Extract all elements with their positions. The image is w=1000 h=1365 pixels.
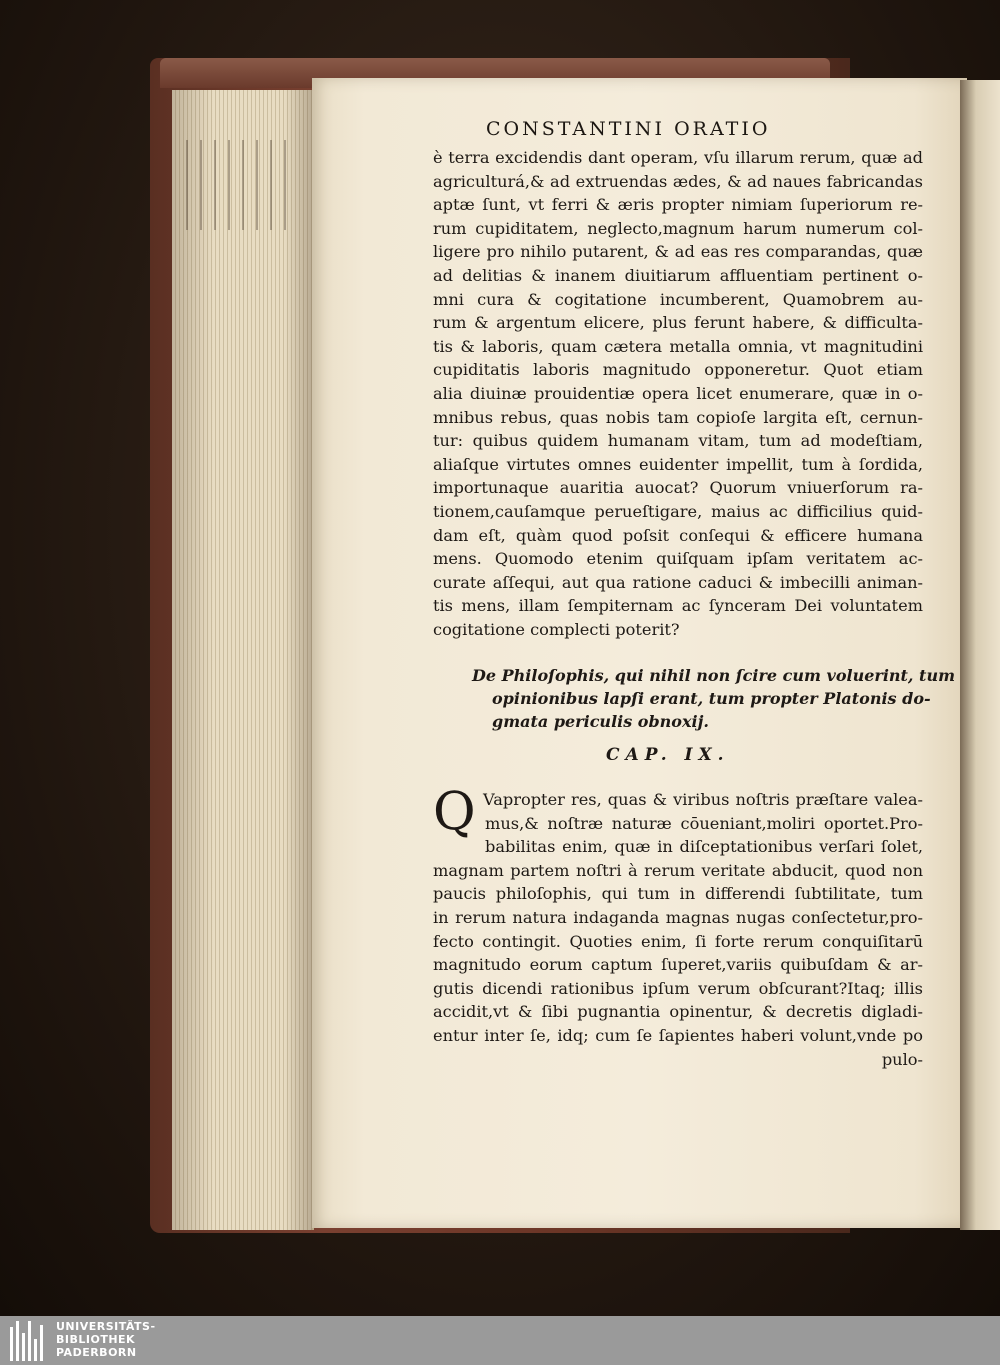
text-line: magnam partem noſtri à rerum veritate abducit, quod non	[433, 860, 923, 880]
text-line: in rerum natura indaganda magnas nugas conſectetur,pro-	[433, 907, 923, 927]
heading-line: opinionibus lapſi erant, tum propter Platonis do-	[492, 689, 931, 708]
text-line: tis mens, illam ſempiternam ac ſynceram Dei voluntatem	[433, 596, 923, 616]
text-line: mnibus rebus, quas nobis tam copioſe largita eſt, cernun-	[433, 407, 923, 427]
text-line: ad delitias & inanem diuitiarum affluentiam pertinent o-	[433, 265, 923, 285]
text-line: mni cura & cogitatione incumberent, Quamobrem au-	[433, 289, 923, 309]
library-logo-icon	[10, 1321, 50, 1361]
text-line: tur: quibus quidem humanam vitam, tum ad modeſtiam,	[433, 431, 923, 451]
text-line: aliaſque virtutes omnes euidenter impellit, tum à ſordida,	[433, 454, 923, 474]
text-line: Vapropter res, quas & viribus noſtris præſtare valea-	[483, 790, 923, 809]
text-line: ligere pro nihilo putarent, & ad eas res comparandas, quæ	[433, 242, 923, 262]
text-line: babilitas enim, quæ in diſceptationibus verſari ſolet,	[485, 837, 923, 857]
text-line: è terra excidendis dant operam, vſu illarum rerum, quæ ad	[433, 148, 923, 167]
drop-capital: Q	[433, 782, 476, 842]
library-name: UNIVERSITÄTS- BIBLIOTHEK PADERBORN	[56, 1320, 156, 1359]
text-line: accidit,vt & ſibi pugnantia opinentur, & decretis digladi-	[433, 1002, 923, 1022]
catchword: pulo-	[881, 1049, 923, 1069]
text-line: curate aſſequi, aut qua ratione caduci & imbecilli animan-	[433, 572, 923, 592]
text-line: rum & argentum elicere, plus ferunt habere, & difficulta-	[433, 313, 923, 333]
page-stack-shadow	[172, 90, 312, 1230]
text-line: tionem,cauſamque perueſtigare, maius ac difficilius quid-	[433, 501, 923, 521]
body-text	[433, 146, 923, 641]
text-line: aptæ ſunt, vt ferri & æris propter nimiam ſuperiorum re-	[433, 195, 923, 215]
chapter-text	[433, 782, 923, 1071]
text-line: rum cupiditatem, neglecto,magnum harum numerum col-	[433, 218, 923, 238]
bleed-through-marks	[186, 140, 286, 230]
text-line: mus,& noſtræ naturæ cōueniant,moliri oportet.Pro-	[485, 813, 923, 833]
text-line: magnitudo eorum captum ſuperet,variis quibuſdam & ar-	[433, 955, 923, 975]
footer-bar	[0, 1316, 1000, 1365]
text-line: gutis dicendi rationibus ipſum verum obſcurant?Itaq; illis	[433, 978, 923, 998]
text-line: paucis philoſophis, qui tum in differendi ſubtilitate, tum	[433, 884, 923, 904]
text-line: cupiditatis laboris magnitudo opponeretur. Quot etiam	[433, 360, 923, 380]
facing-page-gutter	[960, 80, 1000, 1230]
text-line: agriculturá,& ad extruendas ædes, & ad naues fabricandas	[433, 171, 923, 191]
text-line: alia diuinæ prouidentiæ opera licet enumerare, quæ in o-	[433, 383, 923, 403]
heading-line: De Philoſophis, qui nihil non ſcire cum voluerint, tum	[472, 666, 956, 685]
text-line: mens. Quomodo etenim quiſquam ipſam veritatem ac-	[433, 549, 923, 569]
text-line: tis & laboris, quam cætera metalla omnia, vt magnitudini	[433, 336, 923, 356]
text-line: importunaque auaritia auocat? Quorum vniuerſorum ra-	[433, 478, 923, 498]
text-line: dam eſt, quàm quod poſsit conſequi & efficere humana	[433, 525, 923, 545]
heading-line: gmata periculis obnoxij.	[492, 712, 709, 731]
chapter-heading	[472, 664, 956, 733]
text-line: cogitatione complecti poterit?	[433, 619, 680, 639]
running-head: CONSTANTINI ORATIO	[486, 118, 771, 140]
text-line: entur inter ſe, idq; cum ſe ſapientes haberi volunt,vnde po	[433, 1025, 923, 1045]
text-line: fecto contingit. Quoties enim, ſi forte rerum conquiſitarū	[433, 931, 923, 951]
chapter-number: CAP. IX.	[606, 745, 730, 765]
